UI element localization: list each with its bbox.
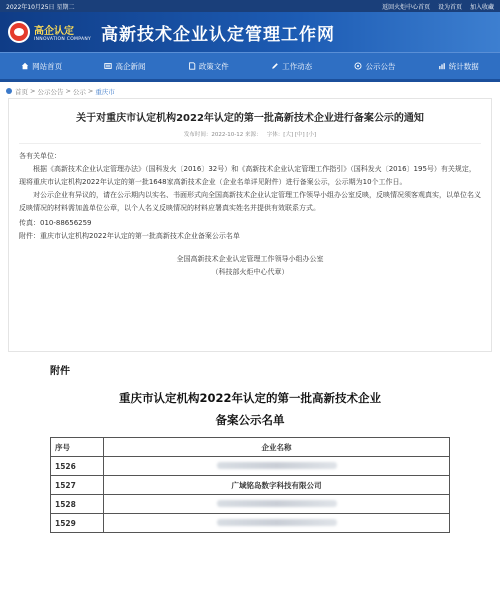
breadcrumb-public-notice[interactable]: 公示 [72, 87, 86, 96]
table-row [51, 457, 450, 476]
logo-text-en: INNOVATION COMPANY [34, 37, 92, 42]
nav-item-policy[interactable]: 政策文件 [188, 61, 229, 72]
font-size-switcher[interactable]: 字体：[大] [中] [小] [266, 132, 317, 138]
header-seq: 序号 [51, 438, 104, 457]
chart-icon [438, 62, 446, 70]
current-date: 2022年10月25日 星期二 [6, 3, 75, 11]
site-logo[interactable] [8, 21, 91, 43]
site-banner [0, 12, 500, 52]
paragraph-2: 对公示企业有异议的，请在公示期内以实名、书面形式向全国高新技术企业认定管理工作领导小组办公室反映，反映情况须客观真实，以单位名义反映情况的材料需加盖单位公章，以个人名义反映情况的材料应署真实姓名并提供有效联系方式。 [19, 191, 481, 212]
breadcrumb: 首页 > 公示公告 > 公示 > 重庆市 [0, 84, 500, 98]
table-row [51, 495, 450, 514]
row-seq: 1528 [51, 495, 104, 514]
breadcrumb-chongqing[interactable]: 重庆市 [95, 87, 115, 96]
main-nav [0, 52, 500, 82]
table-row [51, 476, 450, 495]
nav-item-news[interactable]: 高企新闻 [104, 61, 145, 72]
row-company-name-blurred [104, 495, 450, 514]
pen-icon [271, 62, 279, 70]
document-icon [188, 62, 196, 70]
announcement-icon [354, 62, 362, 70]
attachment-label: 附件 [50, 366, 70, 377]
redacted-text [217, 519, 337, 526]
link-add-favorite[interactable]: 加入收藏 [469, 3, 494, 11]
article-meta [19, 130, 481, 144]
location-icon [6, 88, 12, 94]
row-seq: 1526 [51, 457, 104, 476]
paragraph-1: 根据《高新技术企业认定管理办法》（国科发火〔2016〕32号）和《高新技术企业认定管理工作指引》（国科发火〔2016〕195号）有关规定，现将重庆市认定机构2022年认定的第一批1648家高新技术企业（企业名单详见附件）进行备案公示，公示期为10个工作日。 [19, 165, 476, 186]
redacted-text [217, 462, 337, 469]
attachment-section [0, 352, 500, 533]
logo-icon [8, 21, 30, 43]
nav-item-work-updates[interactable]: 工作动态 [271, 61, 312, 72]
signoff-seal: （科技部火炬中心代章） [211, 268, 289, 276]
breadcrumb-home[interactable]: 首页 [15, 87, 28, 96]
nav-item-statistics[interactable]: 统计数据 [438, 61, 479, 72]
company-list-table [50, 437, 450, 533]
row-company-name-blurred [104, 514, 450, 533]
news-icon [104, 62, 112, 70]
attachment-link[interactable]: 附件：重庆市认定机构2022年认定的第一批高新技术企业备案公示名单 [19, 232, 240, 240]
table-header-row [51, 438, 450, 457]
home-icon [21, 62, 29, 70]
salutation: 各有关单位： [19, 152, 61, 160]
top-utility-bar [0, 0, 500, 12]
logo-text-cn: 高企认定 [34, 26, 74, 37]
attachment-title: 重庆市认定机构2022年认定的第一批高新技术企业 备案公示名单 [118, 391, 381, 427]
breadcrumb-announcements[interactable]: 公示公告 [37, 87, 64, 96]
article-title: 关于对重庆市认定机构2022年认定的第一批高新技术企业进行备案公示的通知 [76, 113, 424, 124]
table-row [51, 514, 450, 533]
row-seq: 1527 [51, 476, 104, 495]
nav-item-home[interactable]: 网站首页 [21, 61, 62, 72]
row-company-name: 广域铭岛数字科技有限公司 [104, 476, 450, 495]
row-seq: 1529 [51, 514, 104, 533]
link-torch-center-home[interactable]: 返回火炬中心首页 [382, 3, 431, 11]
site-title: 高新技术企业认定管理工作网 [101, 24, 336, 45]
nav-item-announcements[interactable]: 公示公告 [354, 61, 395, 72]
row-company-name-blurred [104, 457, 450, 476]
article-body [19, 150, 481, 243]
link-set-homepage[interactable]: 设为首页 [438, 3, 463, 11]
fax-line: 传真：010-88656259 [19, 219, 92, 227]
article-panel [8, 98, 492, 352]
top-links [376, 2, 494, 11]
redacted-text [217, 500, 337, 507]
publish-info: 发布时间：2022-10-12 来源： [183, 132, 262, 138]
signoff-office: 全国高新技术企业认定管理工作领导小组办公室 [176, 255, 324, 263]
signoff [19, 253, 481, 279]
header-company-name: 企业名称 [104, 438, 450, 457]
